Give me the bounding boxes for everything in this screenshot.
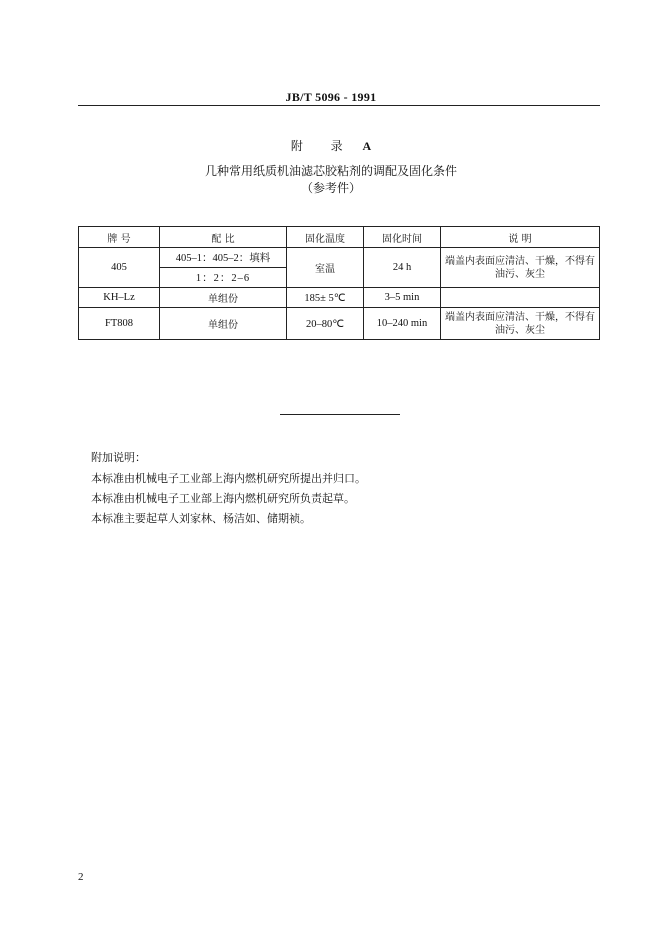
cell-ratio: 单组份: [160, 288, 287, 308]
adhesive-table: [78, 226, 600, 340]
cell-ratio: 单组份: [160, 308, 287, 340]
header-cure-time: 固化时间: [364, 227, 441, 248]
appendix-label: 附 录: [290, 139, 351, 153]
cell-cure-time: 24 h: [364, 248, 441, 288]
page-number: 2: [78, 871, 84, 883]
section-rule: [280, 414, 400, 415]
cell-ratio: 405–1：405–2：填料: [160, 248, 287, 268]
cell-cure-time: 3–5 min: [364, 288, 441, 308]
header-brand: 牌 号: [79, 227, 160, 248]
header-notes: 说 明: [441, 227, 600, 248]
cell-ratio: 1：2：2–6: [160, 268, 287, 288]
header-rule: [78, 105, 600, 106]
cell-cure-temp: 185± 5℃: [287, 288, 364, 308]
standard-code: JB/T 5096 - 1991: [285, 90, 377, 104]
additional-note-line: 本标准由机械电子工业部上海内燃机研究所负责起草。: [91, 492, 355, 505]
table-row: [79, 288, 600, 308]
table-header-row: [79, 227, 600, 248]
cell-note: 端盖内表面应清洁、干燥，不得有油污、灰尘: [441, 248, 600, 288]
cell-note: [441, 288, 600, 308]
appendix-letter: A: [362, 139, 372, 153]
table-row: [79, 308, 600, 340]
cell-brand: KH–Lz: [79, 288, 160, 308]
cell-cure-temp: 室温: [287, 248, 364, 288]
cell-note: 端盖内表面应清洁、干燥，不得有油污、灰尘: [441, 308, 600, 340]
additional-note-line: 本标准主要起草人刘家林、杨洁如、储期祯。: [91, 512, 311, 525]
header-cure-temp: 固化温度: [287, 227, 364, 248]
appendix-heading: [0, 137, 662, 154]
header-ratio: 配 比: [160, 227, 287, 248]
appendix-reference-note: （参考件）: [300, 181, 361, 195]
cell-brand: 405: [79, 248, 160, 288]
appendix-subtitle: 几种常用纸质机油滤芯胶粘剂的调配及固化条件: [204, 164, 457, 178]
additional-notes-title: 附加说明：: [91, 451, 146, 464]
additional-note-line: 本标准由机械电子工业部上海内燃机研究所提出并归口。: [91, 472, 366, 485]
cell-cure-time: 10–240 min: [364, 308, 441, 340]
cell-brand: FT808: [79, 308, 160, 340]
cell-cure-temp: 20–80℃: [287, 308, 364, 340]
table-row: [79, 248, 600, 268]
